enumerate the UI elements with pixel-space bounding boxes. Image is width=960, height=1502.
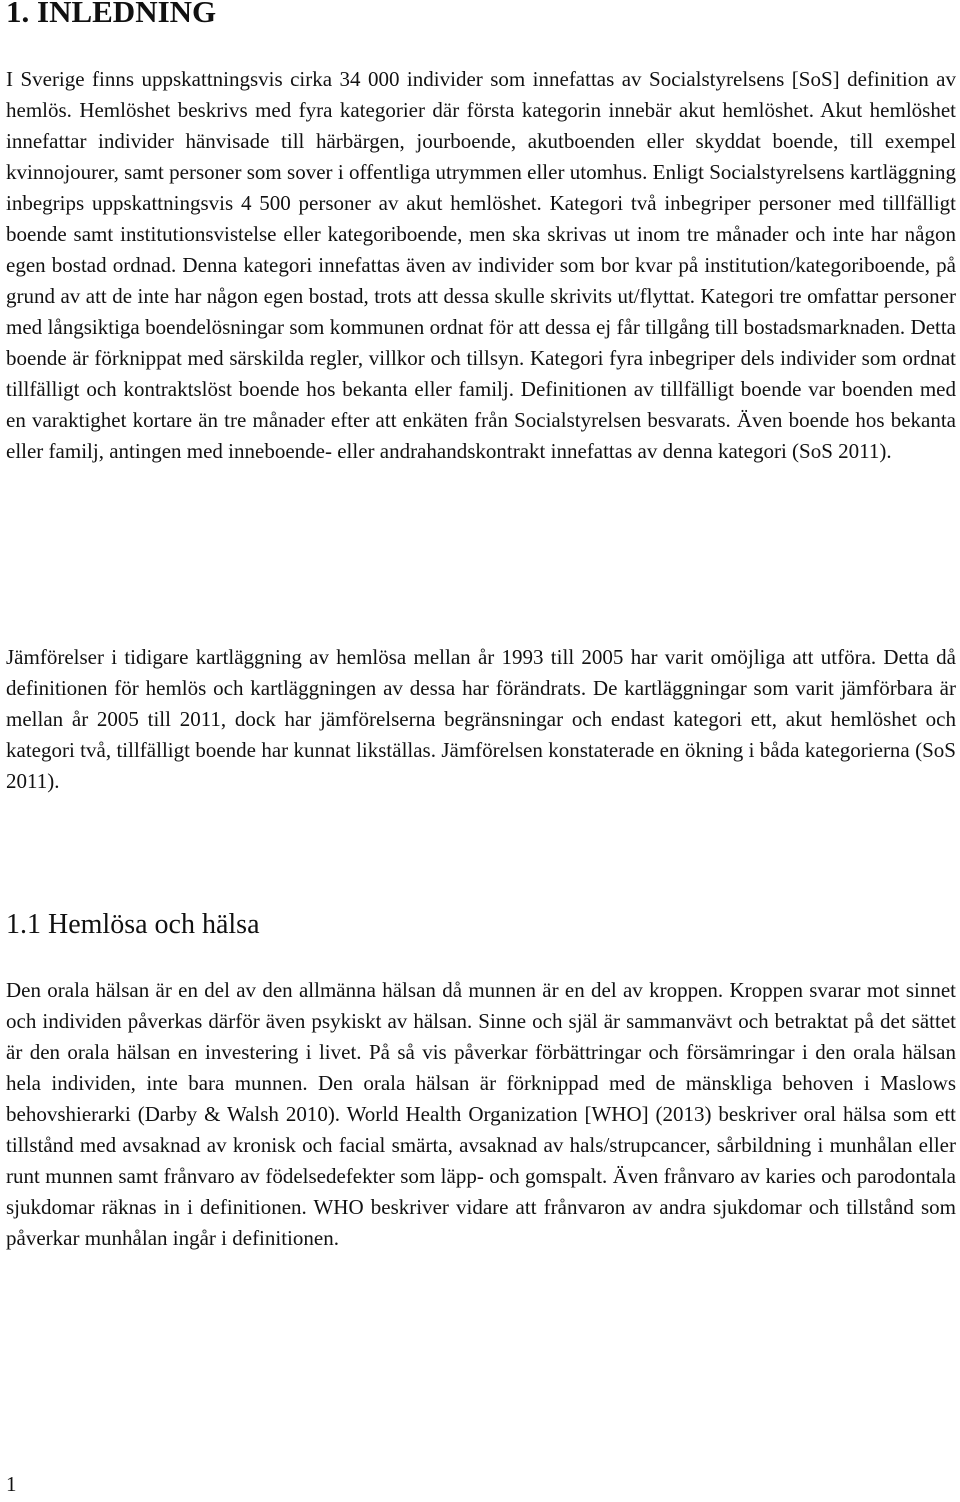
paragraph-homelessness-categories: I Sverige finns uppskattningsvis cirka 34 000 individer som innefattas av Socialstyrelsens [SoS] definition av hemlös. Hemlöshet beskrivs med fyra kategorier där första kategorin innebär akut hemlöshet. Akut hemlöshet innefattar individer hänvisade till härbärgen, jourboende, akutboenden eller skyddat boende, till exempel kvinnojourer, samt personer som sover i offentliga utrymmen eller utomhus. Enligt Socialstyrelsens kartläggning inbegrips uppskattningsvis 4 500 personer av akut hemlöshet. Kategori två inbegriper personer med tillfälligt boende samt institutionsvistelse eller kategoriboende, men ska skrivas ut inom tre månader och inte har någon egen bostad ordnad. Denna kategori innefattas även av individer som bor kvar på institution/kategoriboende, på grund av att de inte har någon egen bostad, trots att dessa skulle skrivits ut/flyttat. Kategori tre omfattar personer med långsiktiga boendelösningar som kommunen ordnat för att dessa ej får tillgång till bostadsmarknaden. Detta boende är förknippat med särskilda regler, villkor och tillsyn. Kategori fyra inbegriper dels individer som ordnat tillfälligt och kontraktslöst boende hos bekanta eller familj. Definitionen av tillfälligt boende var boenden med en varaktighet kortare än tre månader efter att enkäten från Socialstyrelsen besvarats. Även boende hos bekanta eller familj, antingen med inneboende- eller andrahandskontrakt innefattas av denna kategori (SoS 2011). [6, 67, 956, 463]
page-number: 1 [6, 1472, 17, 1496]
chapter-heading: 1. INLEDNING [6, 0, 217, 29]
paragraph-oral-health: Den orala hälsan är en del av den allmänna hälsan då munnen är en del av kroppen. Kroppen svarar mot sinnet och individen påverkas därför även psykiskt av hälsan. Sinne och själ är sammanvävt och betraktat på det sättet är den orala hälsan en investering i livet. På så vis påverkar förbättringar och försämringar i den orala hälsan hela individen, inte bara munnen. Den orala hälsan är förknippad med de mänskliga behoven i Maslows behovshierarki (Darby & Walsh 2010). World Health Organization [WHO] (2013) beskriver oral hälsa som ett tillstånd med avsaknad av kronisk och facial smärta, avsaknad av hals/strupcancer, sårbildning i munhålan eller runt munnen samt frånvaro av födelsedefekter som läpp- och gomspalt. Även frånvaro av karies och parodontala sjukdomar räknas in i definitionen. WHO beskriver vidare att frånvaron av andra sjukdomar och tillstånd som påverkar munhålan ingår i definitionen. [6, 978, 956, 1250]
paragraph-comparisons: Jämförelser i tidigare kartläggning av hemlösa mellan år 1993 till 2005 har varit omöjliga att utföra. Detta då definitionen för hemlös och kartläggningen av dessa har förändrats. De kartläggningar som varit jämförbara är mellan år 2005 till 2011, dock har jämförelserna begränsningar och endast kategori ett, akut hemlöshet och kategori två, tillfälligt boende har kunnat likställas. Jämförelsen konstaterade en ökning i båda kategorierna (SoS 2011). [6, 645, 956, 793]
section-heading: 1.1 Hemlösa och hälsa [6, 909, 260, 940]
